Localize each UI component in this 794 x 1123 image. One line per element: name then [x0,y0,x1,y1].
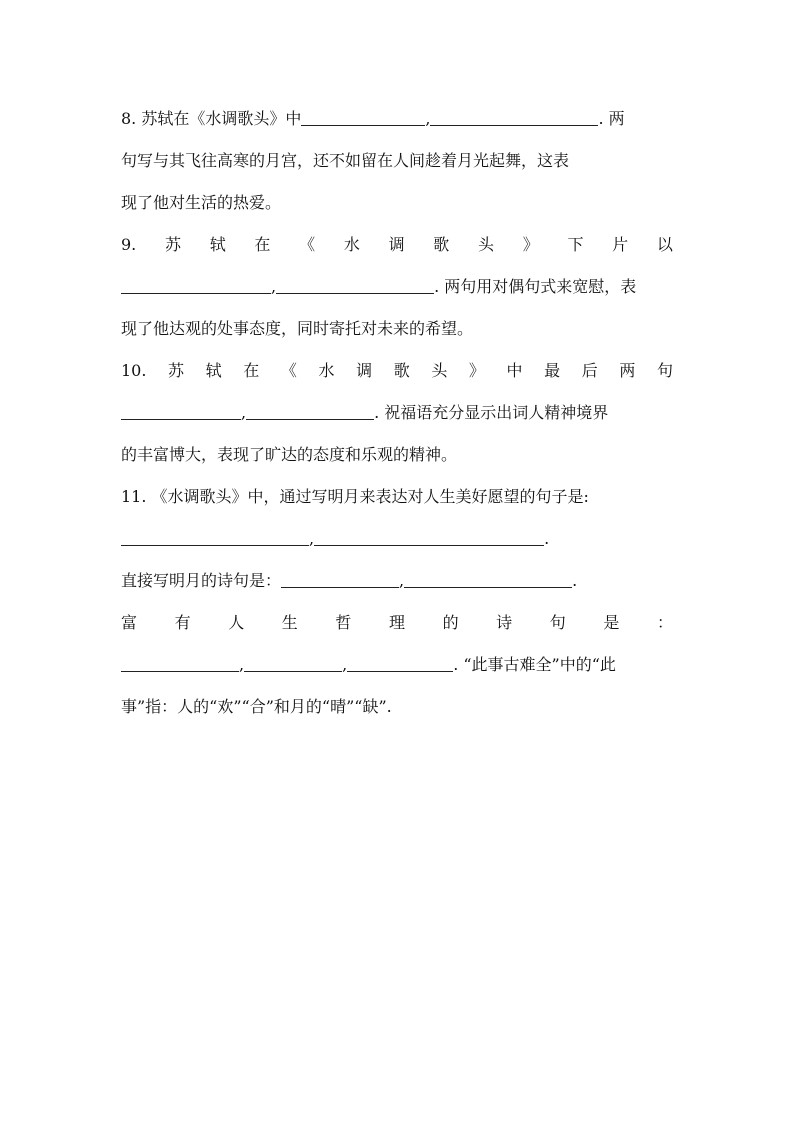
q11-blank-6[interactable] [244,670,342,672]
q9-word: 《 [299,235,316,254]
q8-blank-1[interactable] [301,124,425,126]
q11-blank-1[interactable] [121,544,309,546]
q9-word: 下 [567,235,584,254]
q11-line-5 [121,647,673,689]
q9-blank-2[interactable] [276,292,434,294]
q10-word: 歌 [393,361,410,380]
q10-word: 中 [506,361,523,380]
q11-blank-3[interactable] [281,586,399,588]
q11-line3-end: . [572,571,578,590]
q9-word: 头 [478,235,495,254]
q10-line-1 [121,353,673,395]
q11-word: 理 [388,613,405,632]
q8-line-2: 句写与其飞往高寒的月宫，还不如留在人间趁着月光起舞，这表 [121,151,570,170]
q11-word: 人 [228,613,245,632]
q8-blank-2[interactable] [430,124,598,126]
q11-blank-4[interactable] [404,586,572,588]
q8-line-1 [121,101,673,143]
q10-word: 水 [318,361,335,380]
q10-line-3: 的丰富博大，表现了旷达的态度和乐观的精神。 [121,445,458,464]
q11-separator: , [342,655,348,674]
q10-word: 在 [243,361,260,380]
q9-word: 9. [121,235,137,254]
q10-line2-end: . 祝福语充分显示出词人精神境界 [374,403,609,422]
q10-word: 苏 [168,361,185,380]
q11-word: 句 [549,613,566,632]
q11-word: 哲 [335,613,352,632]
q11-separator: , [239,655,245,674]
q11-word: 富 [121,613,138,632]
q9-word: 歌 [433,235,450,254]
q11-separator: , [309,529,315,548]
q11-line5-end: . “此事古难全”中的“此 [453,655,616,674]
document-page [121,101,673,731]
q8-separator: , [425,109,431,128]
q11-line-4 [121,605,673,647]
q11-blank-7[interactable] [347,670,453,672]
q9-word: 片 [612,235,629,254]
q9-word: 苏 [164,235,181,254]
q11-word: ： [656,613,673,632]
q11-line-3 [121,563,673,605]
q11-word: 是 [603,613,620,632]
q11-line-6: 事”指：人的“欢”“合”和月的“晴”“缺”. [121,697,392,716]
q11-separator: , [399,571,405,590]
q9-separator: , [271,277,277,296]
q8-line-3: 现了他对生活的热爱。 [121,193,282,212]
q8-line1-end: . 两 [598,109,625,128]
q9-word: 调 [388,235,405,254]
q10-word: 最 [544,361,561,380]
q11-word: 生 [281,613,298,632]
q10-word: 句 [656,361,673,380]
q9-word: 水 [343,235,360,254]
q11-word: 的 [442,613,459,632]
q9-word: 》 [522,235,539,254]
q11-word: 有 [174,613,191,632]
q9-word: 轼 [209,235,226,254]
q10-line-2 [121,395,673,437]
q11-line2-end: . [544,529,550,548]
q8-prefix: 8. 苏轼在《水调歌头》中 [121,109,302,128]
q11-blank-5[interactable] [121,670,239,672]
q10-word: 》 [468,361,485,380]
q11-line-2 [121,521,673,563]
q9-word: 在 [254,235,271,254]
q9-line-3: 现了他达观的处事态度，同时寄托对未来的希望。 [121,319,474,338]
q9-word: 以 [656,235,673,254]
q9-line2-end: . 两句用对偶句式来宽慰，表 [434,277,637,296]
q10-blank-2[interactable] [246,418,374,420]
q11-line-1: 11. 《水调歌头》中，通过写明月来表达对人生美好愿望的句子是: [121,487,589,506]
q10-word: 轼 [205,361,222,380]
q10-separator: , [241,403,247,422]
q9-line-1 [121,227,673,269]
q9-line-2 [121,269,673,311]
q11-blank-2[interactable] [314,544,544,546]
q9-blank-1[interactable] [121,292,271,294]
q10-word: 10. [121,361,147,380]
q10-word: 两 [619,361,636,380]
q10-word: 调 [356,361,373,380]
q10-word: 《 [280,361,297,380]
q11-direct-prefix: 直接写明月的诗句是： [121,571,282,590]
q10-word: 头 [431,361,448,380]
q11-word: 诗 [496,613,513,632]
q10-blank-1[interactable] [121,418,241,420]
q10-word: 后 [581,361,598,380]
